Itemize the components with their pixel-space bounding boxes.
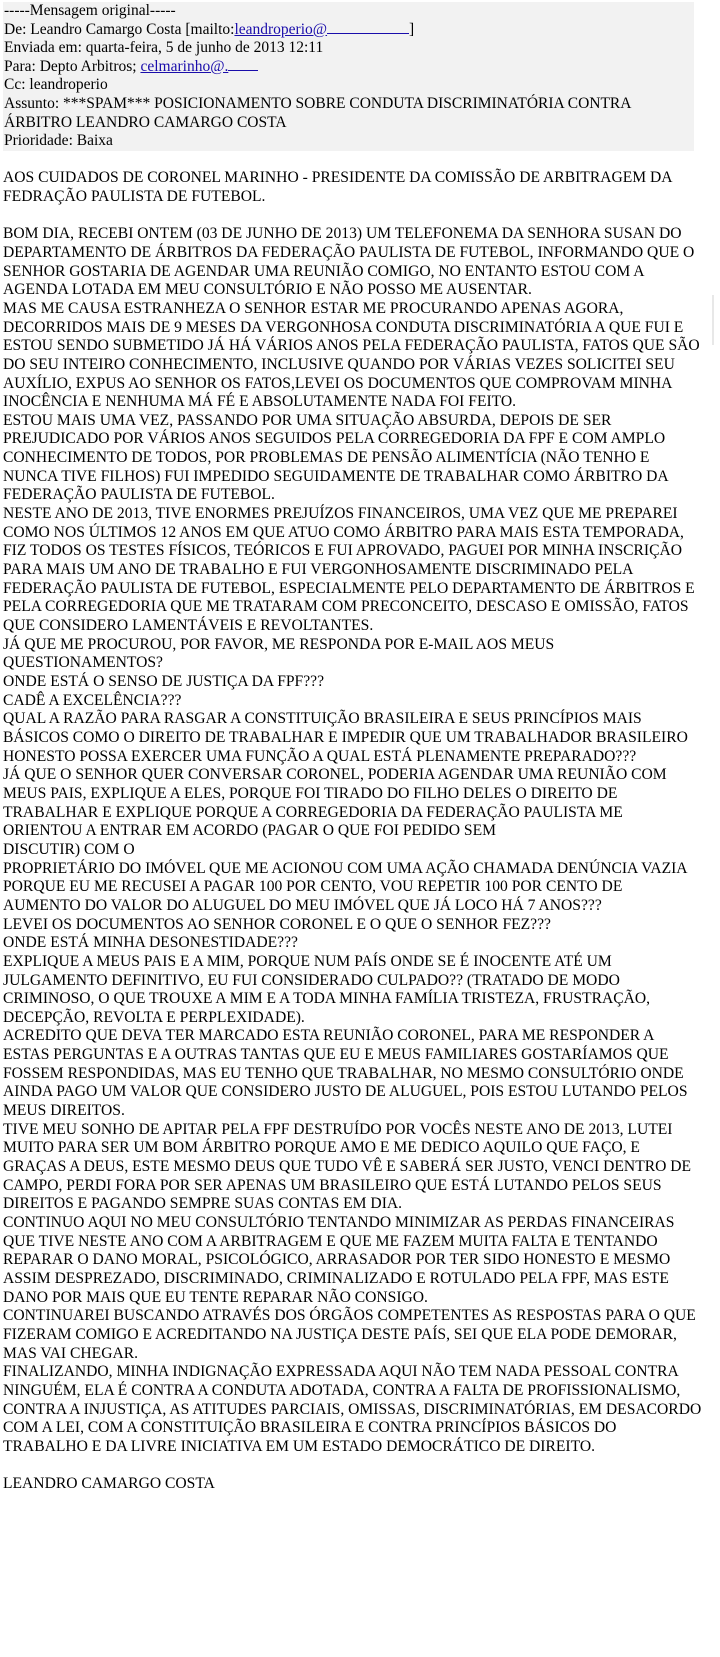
body-paragraph: CONTINUO AQUI NO MEU CONSULTÓRIO TENTANDO MINIMIZAR AS PERDAS FINANCEIRAS QUE TIVE NESTE ANO COM A ARBITRAGEM E QUE ME FAZEM MUITA FALTA E TENTANDO REPARAR O DANO MORAL, PSICOLÓGICO, ARRASADOR POR TER SIDO HONESTO E MESMO ASSIM DESPREZADO, DISCRIMINADO, CRIMINALIZADO E ROTULADO PELA FPF, MAS ESTE DANO POR MAIS QUE EU TENTE REPARAR NÃO CONSIGO. — [3, 1214, 675, 1306]
body-paragraph: LEVEI OS DOCUMENTOS AO SENHOR CORONEL E O QUE O SENHOR FEZ??? — [3, 915, 551, 933]
blank-line — [3, 1457, 703, 1476]
body-paragraph: JÁ QUE ME PROCUROU, POR FAVOR, ME RESPONDA POR E-MAIL AOS MEUS QUESTIONAMENTOS? — [3, 635, 555, 672]
scroll-edge-shadow — [712, 295, 714, 345]
body-paragraph: ONDE ESTÁ MINHA DESONESTIDADE??? — [3, 934, 298, 952]
blank-line — [3, 207, 703, 226]
cc-line: Cc: leandroperio — [4, 76, 108, 94]
body-paragraph: CADÊ A EXCELÊNCIA??? — [3, 691, 182, 709]
body-paragraph: DISCUTIR) COM O — [3, 840, 135, 858]
body-paragraph: TIVE MEU SONHO DE APITAR PELA FPF DESTRUÍDO POR VOCÊS NESTE ANO DE 2013, LUTEI MUITO PARA SER UM BOM ÁRBITRO PORQUE AMO E ME DEDICO AQUILO QUE FAÇO, E GRAÇAS A DEUS, ESTE MESMO DEUS QUE TUDO VÊ E SABERÁ SER JUSTO, VENCI DENTRO DE CAMPO, PERDI FORA POR SER APENAS UM BRASILEIRO QUE ESTÁ LUTANDO PELOS SEUS DIREITOS E PAGANDO SEMPRE SUAS CONTAS EM DIA. — [3, 1120, 692, 1213]
original-message-marker: -----Mensagem original----- — [4, 2, 176, 19]
to-line — [4, 58, 694, 77]
body-paragraph: JÁ QUE O SENHOR QUER CONVERSAR CORONEL, PODERIA AGENDAR UMA REUNIÃO COM MEUS PAIS, EXPLIQUE A ELES, PORQUE FOI TIRADO DO FILHO DELES O DIREITO DE TRABALHAR E EXPLIQUE PORQUE A CORREGEDORIA DA FEDERAÇÃO PAULISTA ME ORIENTOU A ENTRAR EM ACORDO (PAGAR O QUE FOI PEDIDO SEM — [3, 766, 667, 840]
subject-line: Assunto: ***SPAM*** POSICIONAMENTO SOBRE CONDUTA DISCRIMINATÓRIA CONTRA ÁRBITRO LEANDRO CAMARGO COSTA — [4, 94, 631, 131]
redacted-email-underline — [327, 21, 409, 34]
email-header — [3, 2, 694, 151]
body-paragraph: ACREDITO QUE DEVA TER MARCADO ESTA REUNIÃO CORONEL, PARA ME RESPONDER A ESTAS PERGUNTAS E A OUTRAS TANTAS QUE EU E MEUS FAMILIARES GOSTARÍAMOS QUE FOSSEM RESPONDIDAS, MAS EU TENHO QUE TRABALHAR, NO MESMO CONSULTÓRIO ONDE AINDA PAGO UM VALOR QUE CONSIDERO JUSTO DE ALUGUEL, POIS ESTOU LUTANDO PELOS MEUS DIREITOS. — [3, 1027, 688, 1120]
body-paragraph: NESTE ANO DE 2013, TIVE ENORMES PREJUÍZOS FINANCEIROS, UMA VEZ QUE ME PREPAREI COMO NOS ÚLTIMOS 12 ANOS EM QUE ATUO COMO ÁRBITRO PARA MAIS ESTA TEMPORADA, FIZ TODOS OS TESTES FÍSICOS, TEÓRICOS E FUI APROVADO, PAGUEI POR MINHA INSCRIÇÃO PARA MAIS UM ANO DE TRABALHO E FUI VERGONHOSAMENTE DISCRIMINADO PELA FEDERAÇÃO PAULISTA DE FUTEBOL, ESPECIALMENTE PELO DEPARTAMENTO DE ÁRBITROS E PELA CORREGEDORIA QUE ME TRATARAM COM PRECONCEITO, DESCASO E OMISSÃO, FATOS QUE CONSIDERO LAMENTÁVEIS E REVOLTANTES. — [3, 505, 695, 635]
to-label: Para: Depto Arbitros; — [4, 57, 141, 75]
body-paragraph: ONDE ESTÁ O SENSO DE JUSTIÇA DA FPF??? — [3, 673, 324, 690]
body-paragraph: FINALIZANDO, MINHA INDIGNAÇÃO EXPRESSADA AQUI NÃO TEM NADA PESSOAL CONTRA NINGUÉM, ELA É CONTRA A CONDUTA ADOTADA, CONTRA A FALTA DE PROFISSIONALISMO, CONTRA A INJUSTIÇA, AS ATITUDES PARCIAIS, OMISSAS, DISCRIMINATÓRIAS, EM DESACORDO COM A LEI, COM A CONSTITUIÇÃO BRASILEIRA E CONTRA PRINCÍPIOS BÁSICOS DO TRABALHO E DA LIVRE INICIATIVA EM UM ESTADO DEMOCRÁTICO DE DIREITO. — [3, 1363, 702, 1455]
body-paragraph: ESTOU MAIS UMA VEZ, PASSANDO POR UMA SITUAÇÃO ABSURDA, DEPOIS DE SER PREJUDICADO POR VÁRIOS ANOS SEGUIDOS PELA CORREGEDORIA DA FPF E COM AMPLO CONHECIMENTO DE TODOS, POR PROBLEMAS DE PENSÃO ALIMENTÍCIA (NÃO TENHO E NUNCA TIVE FILHOS) FUI IMPEDIDO SEGUIDAMENTE DE TRABALHAR COMO ÁRBITRO DA FEDERAÇÃO PAULISTA DE FUTEBOL. — [3, 411, 668, 504]
sent-line: Enviada em: quarta-feira, 5 de junho de 2013 12:11 — [4, 39, 324, 57]
priority-line: Prioridade: Baixa — [4, 132, 113, 150]
body-paragraph: BOM DIA, RECEBI ONTEM (03 DE JUNHO DE 2013) UM TELEFONEMA DA SENHORA SUSAN DO DEPARTAMENTO DE ÁRBITROS DA FEDERAÇÃO PAULISTA DE FUTEBOL, INFORMANDO QUE O SENHOR GOSTARIA DE AGENDAR UMA REUNIÃO COMIGO, NO ENTANTO ESTOU COM A AGENDA LOTADA EM MEU CONSULTÓRIO E NÃO POSSO ME AUSENTAR. — [3, 225, 695, 299]
body-paragraph: MAS ME CAUSA ESTRANHEZA O SENHOR ESTAR ME PROCURANDO APENAS AGORA, DECORRIDOS MAIS DE 9 MESES DA VERGONHOSA CONDUTA DISCRIMINATÓRIA A QUE FUI E ESTOU SENDO SUBMETIDO JÁ HÁ VÁRIOS ANOS PELA FEDERAÇÃO PAULISTA, FATOS QUE SÃO DO SEU INTEIRO CONHECIMENTO, INCLUSIVE QUANDO POR VÁRIAS VEZES SOLICITEI SEU AUXÍLIO, EXPUS AO SENHOR OS FATOS,LEVEI OS DOCUMENTOS QUE COMPROVAM MINHA INOCÊNCIA E NENHUMA MÁ FÉ E ABSOLUTAMENTE NADA FOI FEITO. — [3, 299, 700, 411]
body-paragraph: CONTINUAREI BUSCANDO ATRAVÉS DOS ÓRGÃOS COMPETENTES AS RESPOSTAS PARA O QUE FIZERAM COMIGO E ACREDITANDO NA JUSTIÇA DESTE PAÍS, SEI QUE ELA PODE DEMORAR, MAS VAI CHEGAR. — [3, 1307, 696, 1362]
body-paragraph: EXPLIQUE A MEUS PAIS E A MIM, PORQUE NUM PAÍS ONDE SE É INOCENTE ATÉ UM JULGAMENTO DEFINITIVO, EU FUI CONSIDERADO CULPADO?? (TRATADO DE MODO CRIMINOSO, O QUE TROUXE A MIM E A TODA MINHA FAMÍLIA TRISTEZA, FRUSTRAÇÃO, DECEPÇÃO, REVOLTA E PERPLEXIDADE). — [3, 952, 651, 1026]
signature: LEANDRO CAMARGO COSTA — [3, 1475, 215, 1493]
from-suffix: ] — [409, 20, 415, 38]
salutation: AOS CUIDADOS DE CORONEL MARINHO - PRESIDENTE DA COMISSÃO DE ARBITRAGEM DA FEDRAÇÃO PAULISTA DE FUTEBOL. — [3, 169, 672, 205]
from-line — [4, 21, 694, 40]
email-body — [3, 169, 703, 1493]
from-email-link[interactable]: leandroperio@ — [234, 20, 328, 38]
body-paragraph: PROPRIETÁRIO DO IMÓVEL QUE ME ACIONOU COM UMA AÇÃO CHAMADA DENÚNCIA VAZIA PORQUE EU ME RECUSEI A PAGAR 100 POR CENTO, VOU REPETIR 100 POR CENTO DE AUMENTO DO VALOR DO ALUGUEL DO MEU IMÓVEL QUE JÁ LOCO HÁ 7 ANOS??? — [3, 859, 687, 914]
body-paragraph: QUAL A RAZÃO PARA RASGAR A CONSTITUIÇÃO BRASILEIRA E SEUS PRINCÍPIOS MAIS BÁSICOS COMO O DIREITO DE TRABALHAR E IMPEDIR QUE UM TRABALHADOR BRASILEIRO HONESTO POSSA EXERCER UMA FUNÇÃO A QUAL ESTÁ PLENAMENTE PREPARADO??? — [3, 710, 688, 765]
to-email-link[interactable]: celmarinho@. — [140, 57, 229, 75]
redacted-email-underline-2 — [228, 58, 258, 71]
from-label: De: Leandro Camargo Costa [mailto: — [4, 20, 235, 38]
